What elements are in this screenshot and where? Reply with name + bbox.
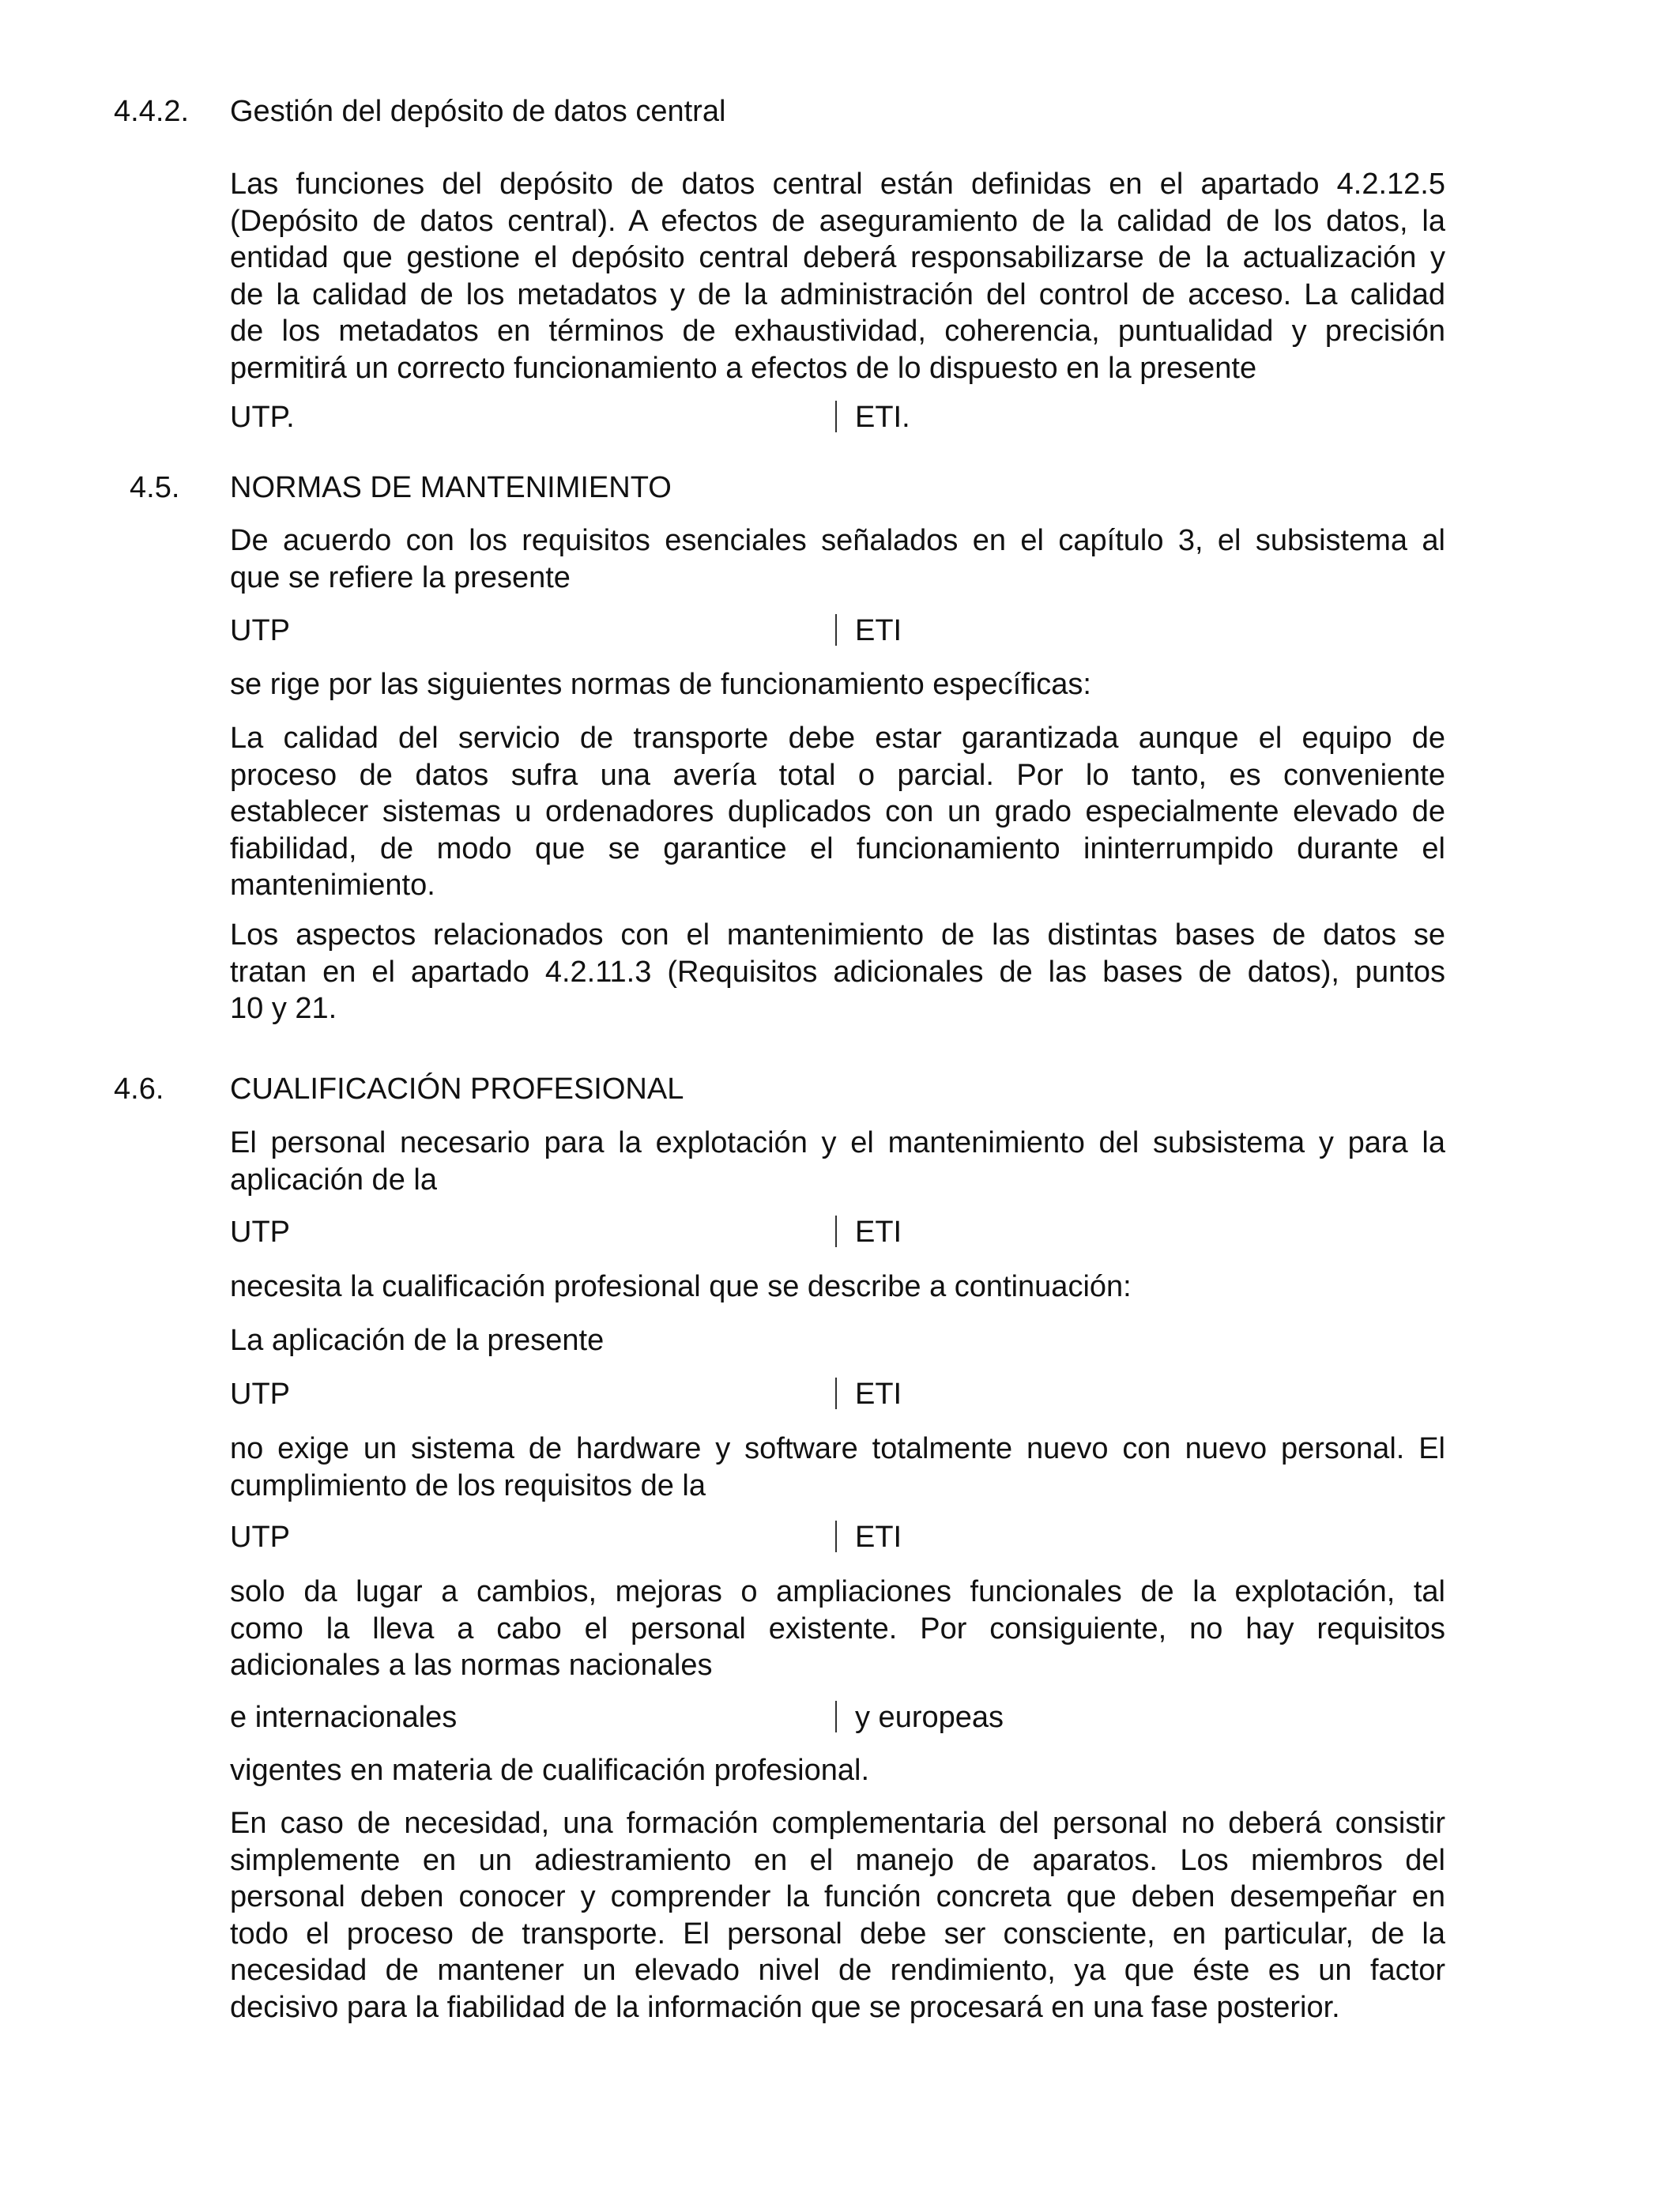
paragraph [230, 1752, 1445, 1789]
paragraph [230, 917, 1445, 1027]
variant-row [230, 1214, 1445, 1250]
column-divider [835, 401, 837, 432]
text-line: 10 y 21. [230, 992, 337, 1025]
text-line: La aplicación de la presente [230, 1324, 605, 1357]
text-line: decisivo para la fiabilidad de la información que se procesará en una fase posterior. [230, 1990, 1340, 2024]
paragraph [230, 666, 1445, 703]
text-line: necesidad de mantener un elevado nivel de rendimiento, ya que éste es un factor [230, 1954, 1445, 1987]
variant-right: ETI. [855, 401, 910, 434]
text-line: La calidad del servicio de transporte debe estar garantizada aunque el equipo de [230, 722, 1445, 755]
text-line: vigentes en materia de cualificación profesional. [230, 1754, 870, 1787]
text-line: fiabilidad, de modo que se garantice el funcionamiento ininterrumpido durante el [230, 831, 1445, 865]
text-line: de la calidad de los metadatos y de la administración del control de acceso. La calidad [230, 277, 1445, 311]
variant-left: UTP [230, 1378, 290, 1411]
text-line: mantenimiento. [230, 869, 435, 902]
text-line: El personal necesario para la explotación y el mantenimiento del subsistema y para la [230, 1126, 1445, 1159]
text-line: simplemente en un adiestramiento en el manejo de aparatos. Los miembros del [230, 1843, 1445, 1877]
column-divider [835, 1216, 837, 1247]
variant-row [230, 1519, 1445, 1555]
text-line: aplicación de la [230, 1163, 437, 1197]
text-line: Las funciones del depósito de datos central están definidas en el apartado 4.2.12.5 [230, 168, 1445, 201]
column-divider [835, 1701, 837, 1732]
paragraph [230, 720, 1445, 904]
section-title: Gestión del depósito de datos central [230, 95, 726, 128]
column-divider [835, 1378, 837, 1409]
text-line: personal deben conocer y comprender la función concreta que deben desempeñar en [230, 1880, 1445, 1913]
text-line: no exige un sistema de hardware y software totalmente nuevo con nuevo personal. El [230, 1432, 1445, 1465]
paragraph [230, 1125, 1445, 1198]
text-line: Los aspectos relacionados con el mantenimiento de las distintas bases de datos se [230, 918, 1445, 952]
variant-right: ETI [855, 1216, 902, 1249]
variant-left: UTP [230, 1521, 290, 1554]
section-title: CUALIFICACIÓN PROFESIONAL [230, 1072, 684, 1106]
text-line: se rige por las siguientes normas de funcionamiento específicas: [230, 668, 1091, 701]
text-line: establecer sistemas u ordenadores duplicados con un grado especialmente elevado de [230, 795, 1445, 828]
text-line: permitirá un correcto funcionamiento a efectos de lo dispuesto en la presente [230, 351, 1257, 385]
text-line: de los metadatos en términos de exhaustividad, coherencia, puntualidad y precisión [230, 315, 1445, 348]
section-title: NORMAS DE MANTENIMIENTO [230, 471, 672, 504]
variant-left: e internacionales [230, 1701, 458, 1734]
column-divider [835, 1521, 837, 1552]
paragraph [230, 1269, 1445, 1306]
section-number: 4.6. [114, 1072, 164, 1106]
variant-row [230, 1376, 1445, 1412]
text-line: De acuerdo con los requisitos esenciales señalados en el capítulo 3, el subsistema al [230, 524, 1445, 557]
column-divider [835, 614, 837, 646]
text-line: que se refiere la presente [230, 560, 571, 594]
paragraph [230, 1574, 1445, 1684]
paragraph [230, 1322, 1445, 1359]
text-line: entidad que gestione el depósito central deberá responsabilizarse de la actualización y [230, 241, 1445, 274]
paragraph [230, 1431, 1445, 1504]
variant-row [230, 613, 1445, 649]
text-line: solo da lugar a cambios, mejoras o ampliaciones funcionales de la explotación, tal [230, 1575, 1445, 1608]
section-number: 4.4.2. [114, 95, 190, 128]
paragraph [230, 166, 1445, 386]
variant-left: UTP [230, 1216, 290, 1249]
variant-left: UTP. [230, 401, 295, 434]
variant-row [230, 1699, 1445, 1736]
paragraph [230, 1805, 1445, 2026]
variant-right: ETI [855, 1521, 902, 1554]
variant-row [230, 399, 1445, 435]
text-line: cumplimiento de los requisitos de la [230, 1468, 706, 1502]
text-line: (Depósito de datos central). A efectos de aseguramiento de la calidad de los datos, la [230, 204, 1445, 238]
text-line: proceso de datos sufra una avería total o parcial. Por lo tanto, es conveniente [230, 758, 1445, 792]
text-line: adicionales a las normas nacionales [230, 1649, 713, 1682]
paragraph [230, 522, 1445, 596]
variant-right: ETI [855, 614, 902, 647]
text-line: tratan en el apartado 4.2.11.3 (Requisitos adicionales de las bases de datos), puntos [230, 955, 1445, 989]
text-line: todo el proceso de transporte. El personal debe ser consciente, en particular, de la [230, 1917, 1445, 1951]
variant-right: ETI [855, 1378, 902, 1411]
section-number: 4.5. [130, 471, 180, 504]
variant-right: y europeas [855, 1701, 1004, 1734]
variant-left: UTP [230, 614, 290, 647]
text-line: como la lleva a cabo el personal existente. Por consiguiente, no hay requisitos [230, 1612, 1445, 1646]
text-line: En caso de necesidad, una formación complementaria del personal no deberá consistir [230, 1807, 1445, 1840]
text-line: necesita la cualificación profesional que se describe a continuación: [230, 1270, 1132, 1303]
